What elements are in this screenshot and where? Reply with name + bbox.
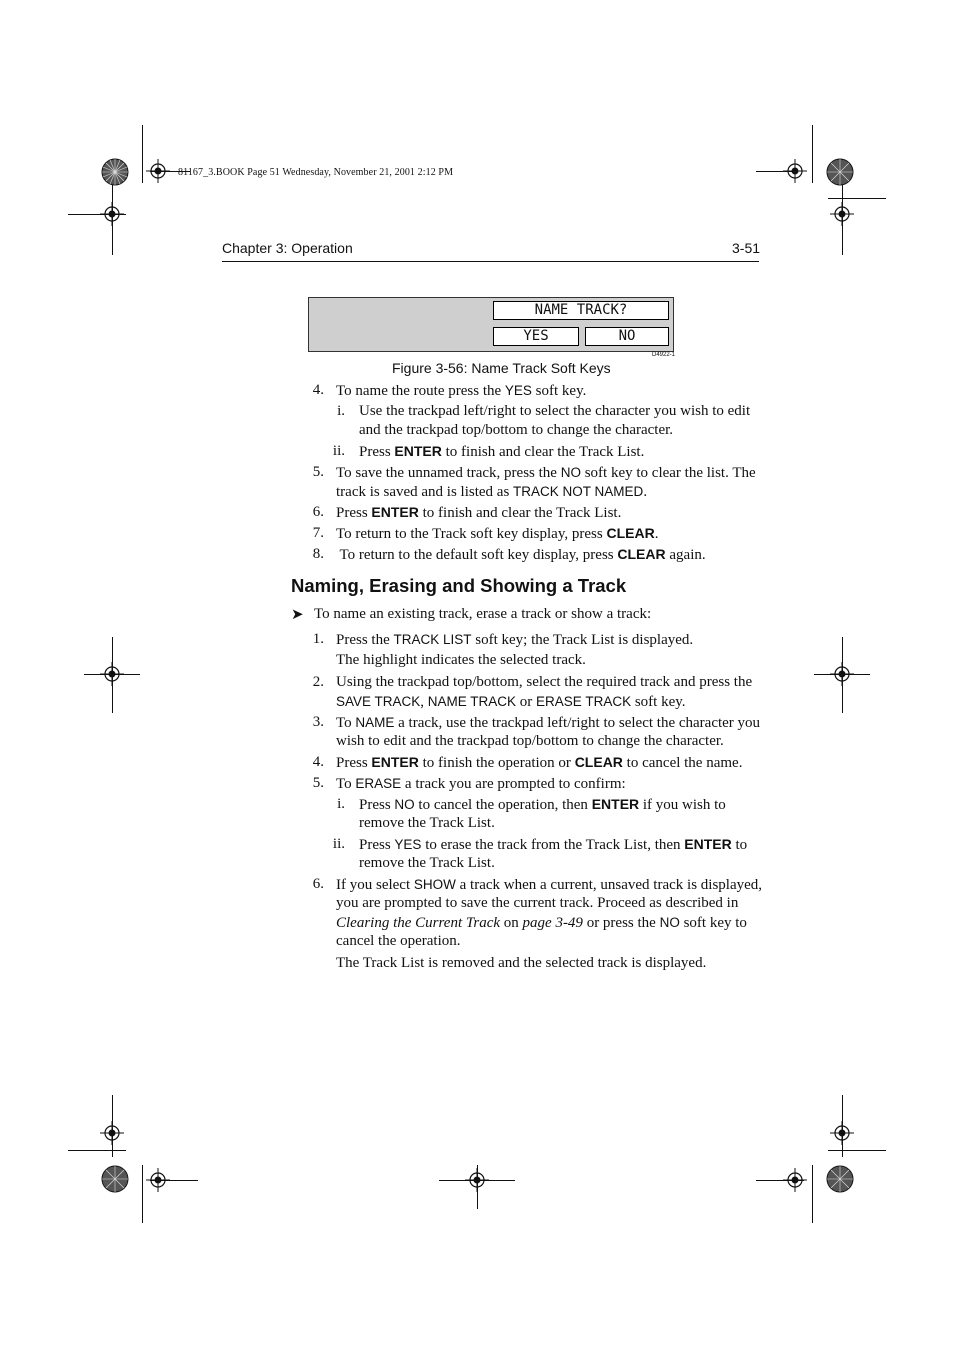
step-text: To NAME a track, use the trackpad left/right to select the character you: [336, 715, 761, 731]
step-text: you are prompted to save the current track. Proceed as described in: [336, 895, 739, 911]
step-number: 4.: [312, 382, 324, 398]
substep-number: i.: [337, 403, 345, 419]
step-number: 7.: [312, 525, 324, 541]
registration-crosshair-icon: [100, 202, 124, 226]
screen-title-box: NAME TRACK?: [493, 301, 669, 320]
substep-number: ii.: [332, 836, 345, 852]
substep-text: remove the Track List.: [359, 855, 495, 871]
substep-text: Press NO to cancel the operation, then ENTER if you wish to: [359, 796, 726, 813]
crop-line: [828, 1150, 886, 1151]
step-text: If you select SHOW a track when a current, unsaved track is displayed,: [336, 877, 763, 893]
registration-crosshair-icon: [100, 662, 124, 686]
registration-wheel-icon: [101, 158, 129, 186]
step-text: wish to edit and the trackpad top/bottom to change the character.: [336, 733, 724, 749]
registration-crosshair-icon: [146, 159, 170, 183]
step-text: The highlight indicates the selected track.: [336, 652, 586, 668]
step-text: To ERASE a track you are prompted to confirm:: [336, 776, 626, 792]
substep-text: remove the Track List.: [359, 815, 495, 831]
registration-wheel-icon: [826, 158, 854, 186]
step-number: 8.: [312, 546, 324, 562]
registration-wheel-icon: [101, 1165, 129, 1193]
step-text: cancel the operation.: [336, 933, 461, 949]
step-text: Press the TRACK LIST soft key; the Track List is displayed.: [336, 632, 694, 648]
step-text: track is saved and is listed as TRACK NOT NAMED.: [336, 484, 648, 500]
step-number: 2.: [312, 674, 324, 690]
step-text: Press ENTER to finish and clear the Track List.: [336, 504, 622, 521]
crop-line: [828, 198, 886, 199]
substep-text: Use the trackpad left/right to select the character you wish to edit: [359, 403, 751, 419]
step-text: Using the trackpad top/bottom, select the required track and press the: [336, 674, 753, 690]
figure-id: D4922-1: [652, 352, 676, 358]
substep-text: and the trackpad top/bottom to change the character.: [359, 422, 674, 438]
step-number: 4.: [312, 754, 324, 770]
section-intro: To name an existing track, erase a track or show a track:: [314, 606, 652, 622]
step-text: Clearing the Current Track on page 3-49 or press the NO soft key to: [336, 915, 747, 931]
step-number: 5.: [312, 775, 324, 791]
crop-line: [68, 1150, 126, 1151]
step-number: 6.: [312, 504, 324, 520]
step-number: 1.: [312, 631, 324, 647]
crop-line: [812, 1165, 813, 1223]
step-text: To return to the Track soft key display, press CLEAR.: [336, 525, 659, 542]
step-text: SAVE TRACK, NAME TRACK or ERASE TRACK soft key.: [336, 694, 686, 710]
registration-crosshair-icon: [830, 662, 854, 686]
lcd-screen-figure: [308, 297, 674, 352]
figure-caption: Figure 3-56: Name Track Soft Keys: [392, 360, 611, 376]
cross-reference-link[interactable]: Clearing the Current Track: [336, 915, 501, 931]
yes-soft-key: YES: [493, 327, 579, 346]
registration-crosshair-icon: [783, 159, 807, 183]
substep-number: i.: [337, 796, 345, 812]
substep-number: ii.: [332, 443, 345, 459]
crop-line: [812, 125, 813, 183]
registration-crosshair-icon: [830, 1121, 854, 1145]
registration-crosshair-icon: [830, 202, 854, 226]
step-number: 6.: [312, 876, 324, 892]
step-text: To return to the default soft key display, press CLEAR again.: [336, 546, 706, 563]
no-soft-key: NO: [585, 327, 669, 346]
step-number: 3.: [312, 714, 324, 730]
chapter-title: Chapter 3: Operation: [222, 240, 353, 256]
registration-crosshair-icon: [146, 1168, 170, 1192]
substep-text: Press ENTER to finish and clear the Track List.: [359, 443, 645, 460]
step-number: 5.: [312, 464, 324, 480]
arrow-bullet-icon: ➤: [291, 607, 304, 623]
header-rule: [222, 261, 759, 262]
print-info: 81167_3.BOOK Page 51 Wednesday, November 21, 2001 2:12 PM: [178, 167, 454, 178]
step-text: To name the route press the YES soft key.: [336, 383, 587, 399]
substep-text: Press YES to erase the track from the Track List, then ENTER to: [359, 836, 748, 853]
page-number: 3-51: [732, 240, 761, 256]
crop-line: [142, 1165, 143, 1223]
page-reference-link[interactable]: page 3-49: [522, 915, 583, 931]
registration-crosshair-icon: [465, 1168, 489, 1192]
step-text: The Track List is removed and the selected track is displayed.: [336, 955, 707, 971]
step-text: Press ENTER to finish the operation or CLEAR to cancel the name.: [336, 754, 743, 771]
section-heading: Naming, Erasing and Showing a Track: [291, 575, 627, 596]
crop-line: [142, 125, 143, 183]
registration-crosshair-icon: [783, 1168, 807, 1192]
registration-crosshair-icon: [100, 1121, 124, 1145]
step-text: To save the unnamed track, press the NO soft key to clear the list. The: [336, 465, 756, 481]
registration-wheel-icon: [826, 1165, 854, 1193]
